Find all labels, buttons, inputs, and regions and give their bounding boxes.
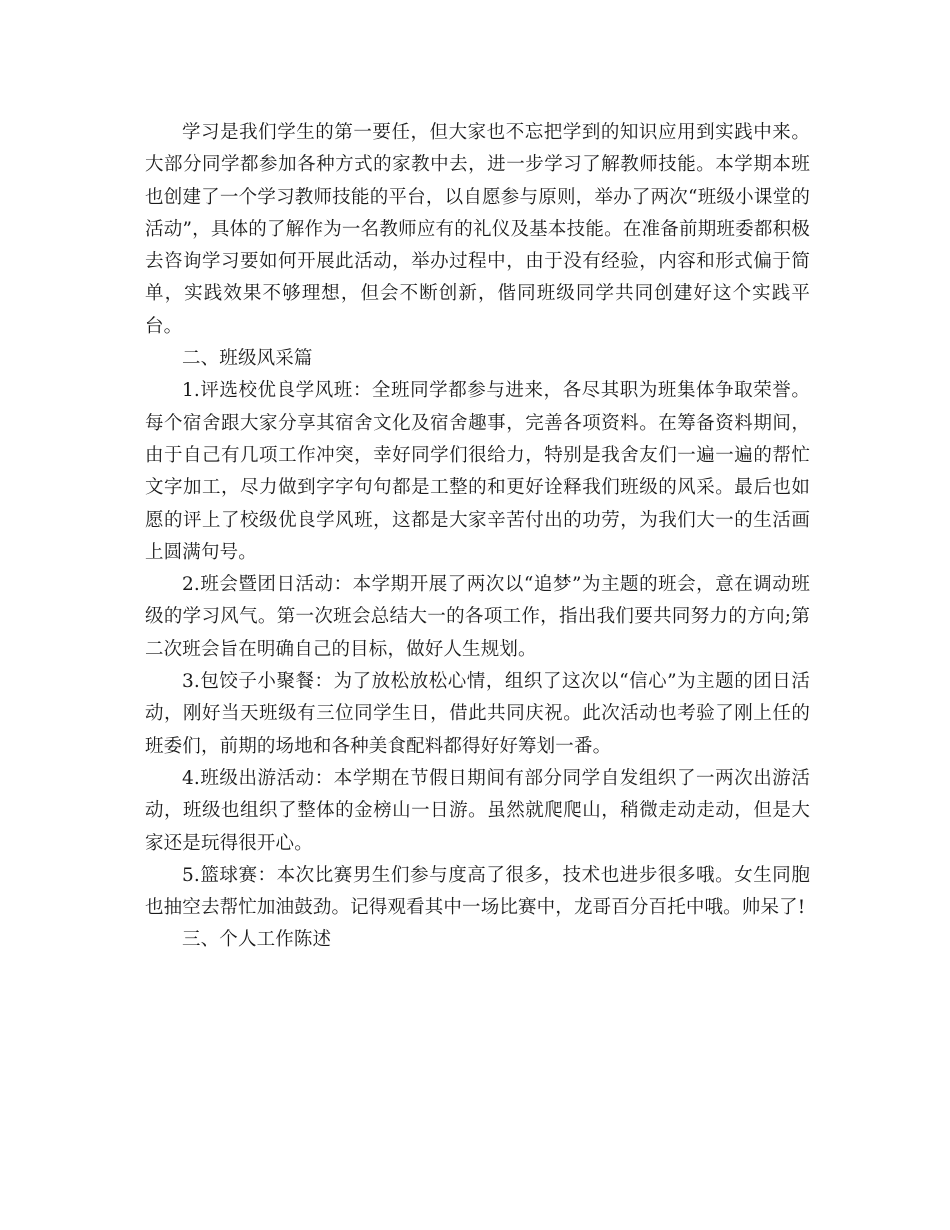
- paragraph-excellent-class: 1.评选校优良学风班：全班同学都参与进来，各尽其职为班集体争取荣誉。每个宿舍跟大家分享其宿舍文化及宿舍趣事，完善各项资料。在筹备资料期间，由于自己有几项工作冲突，幸好同学们很给力，特别是我舍友们一遍一遍的帮忙文字加工，尽力做到字字句句都是工整的和更好诠释我们班级的风采。最后也如愿的评上了校级优良学风班，这都是大家辛苦付出的功劳，为我们大一的生活画上圆满句号。: [145, 380, 810, 563]
- section-heading-personal-work: 三、个人工作陈述: [182, 929, 332, 951]
- paragraph-class-outing: 4.班级出游活动：本学期在节假日期间有部分同学自发组织了一两次出游活动，班级也组织了整体的金榜山一日游。虽然就爬爬山，稍微走动走动，但是大家还是玩得很开心。: [145, 767, 810, 854]
- paragraph-class-meeting: 2.班会暨团日活动：本学期开展了两次以“追梦”为主题的班会，意在调动班级的学习风气。第一次班会总结大一的各项工作，指出我们要共同努力的方向;第二次班会旨在明确自己的目标，做好人生规划。: [145, 574, 810, 660]
- section-heading-class-style: 二、班级风采篇: [182, 348, 313, 370]
- paragraph-basketball: 5.篮球赛：本次比赛男生们参与度高了很多，技术也进步很多哦。女生同胞也抽空去帮忙加油鼓劲。记得观看其中一场比赛中，龙哥百分百托中哦。帅呆了!: [145, 864, 810, 919]
- paragraph-dumpling-party: 3.包饺子小聚餐：为了放松放松心情，组织了这次以“信心”为主题的团日活动，刚好当天班级有三位同学生日，借此共同庆祝。此次活动也考验了刚上任的班委们，前期的场地和各种美食配料都得好好筹划一番。: [145, 671, 810, 757]
- document-body: [145, 117, 810, 957]
- paragraph-practice: 学习是我们学生的第一要任，但大家也不忘把学到的知识应用到实践中来。大部分同学都参加各种方式的家教中去，进一步学习了解教师技能。本学期本班也创建了一个学习教师技能的平台，以自愿参与原则，举办了两次“班级小课堂的活动”，具体的了解作为一名教师应有的礼仪及基本技能。在准备前期班委都积极去咨询学习要如何开展此活动，举办过程中，由于没有经验，内容和形式偏于简单，实践效果不够理想，但会不断创新，偕同班级同学共同创建好这个实践平台。: [145, 122, 810, 337]
